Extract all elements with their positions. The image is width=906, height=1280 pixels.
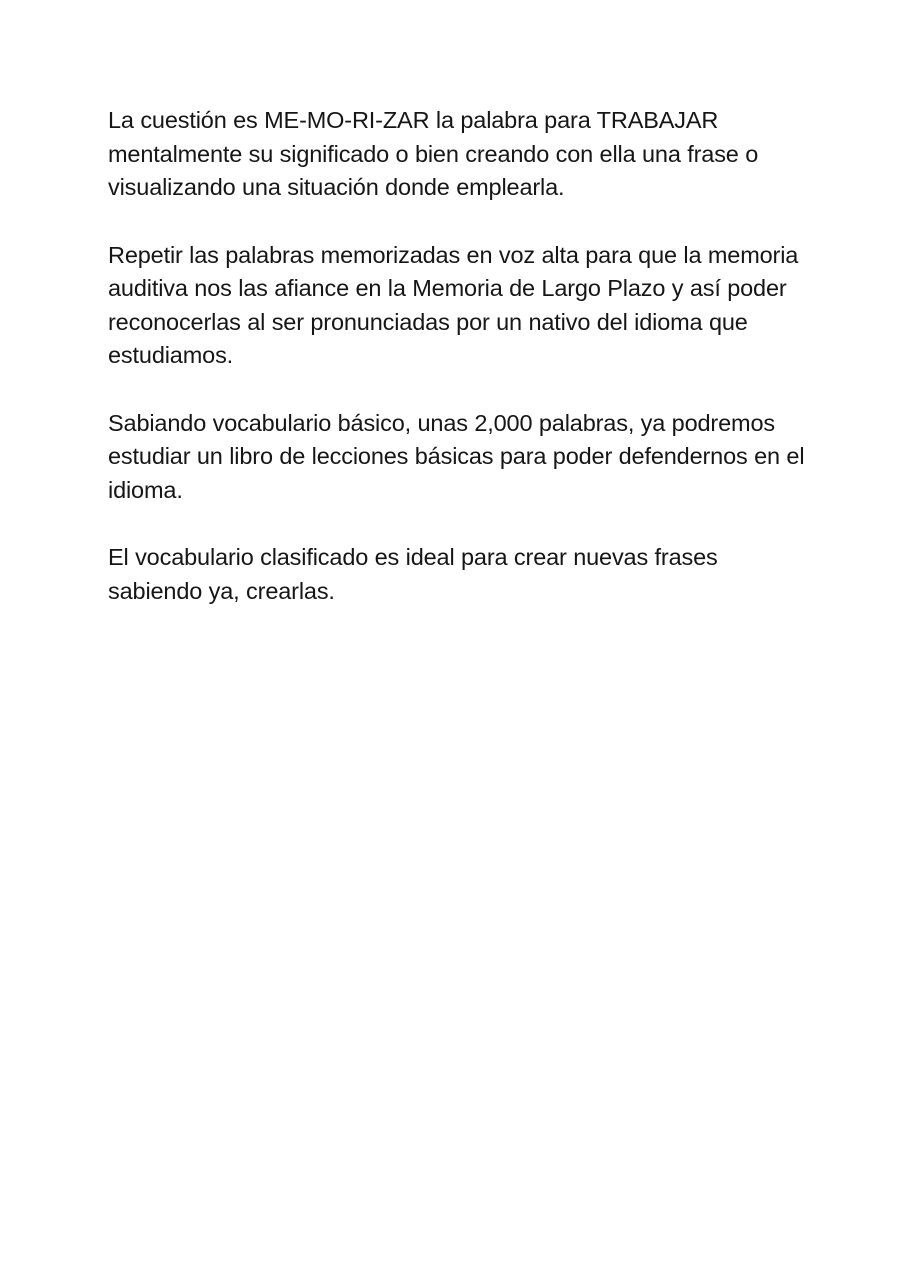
paragraph-4: El vocabulario clasificado es ideal para crear nuevas frases sabiendo ya, crearlas. [108, 544, 725, 604]
paragraph-2: Repetir las palabras memorizadas en voz alta para que la memoria auditiva nos las afiance en la Memoria de Largo Plazo y así poder reconocerlas al ser pronunciadas por un nativo del idioma que estudiamos. [108, 241, 805, 368]
paragraph-3: Sabiando vocabulario básico, unas 2,000 palabras, ya podremos estudiar un libro de lecciones básicas para poder defendernos en el idioma. [108, 409, 811, 503]
document-text-body [108, 104, 811, 608]
paragraph-1: La cuestión es ME-MO-RI-ZAR la palabra para TRABAJAR mentalmente su significado o bien creando con ella una frase o visualizando una situación donde emplearla. [108, 107, 765, 200]
